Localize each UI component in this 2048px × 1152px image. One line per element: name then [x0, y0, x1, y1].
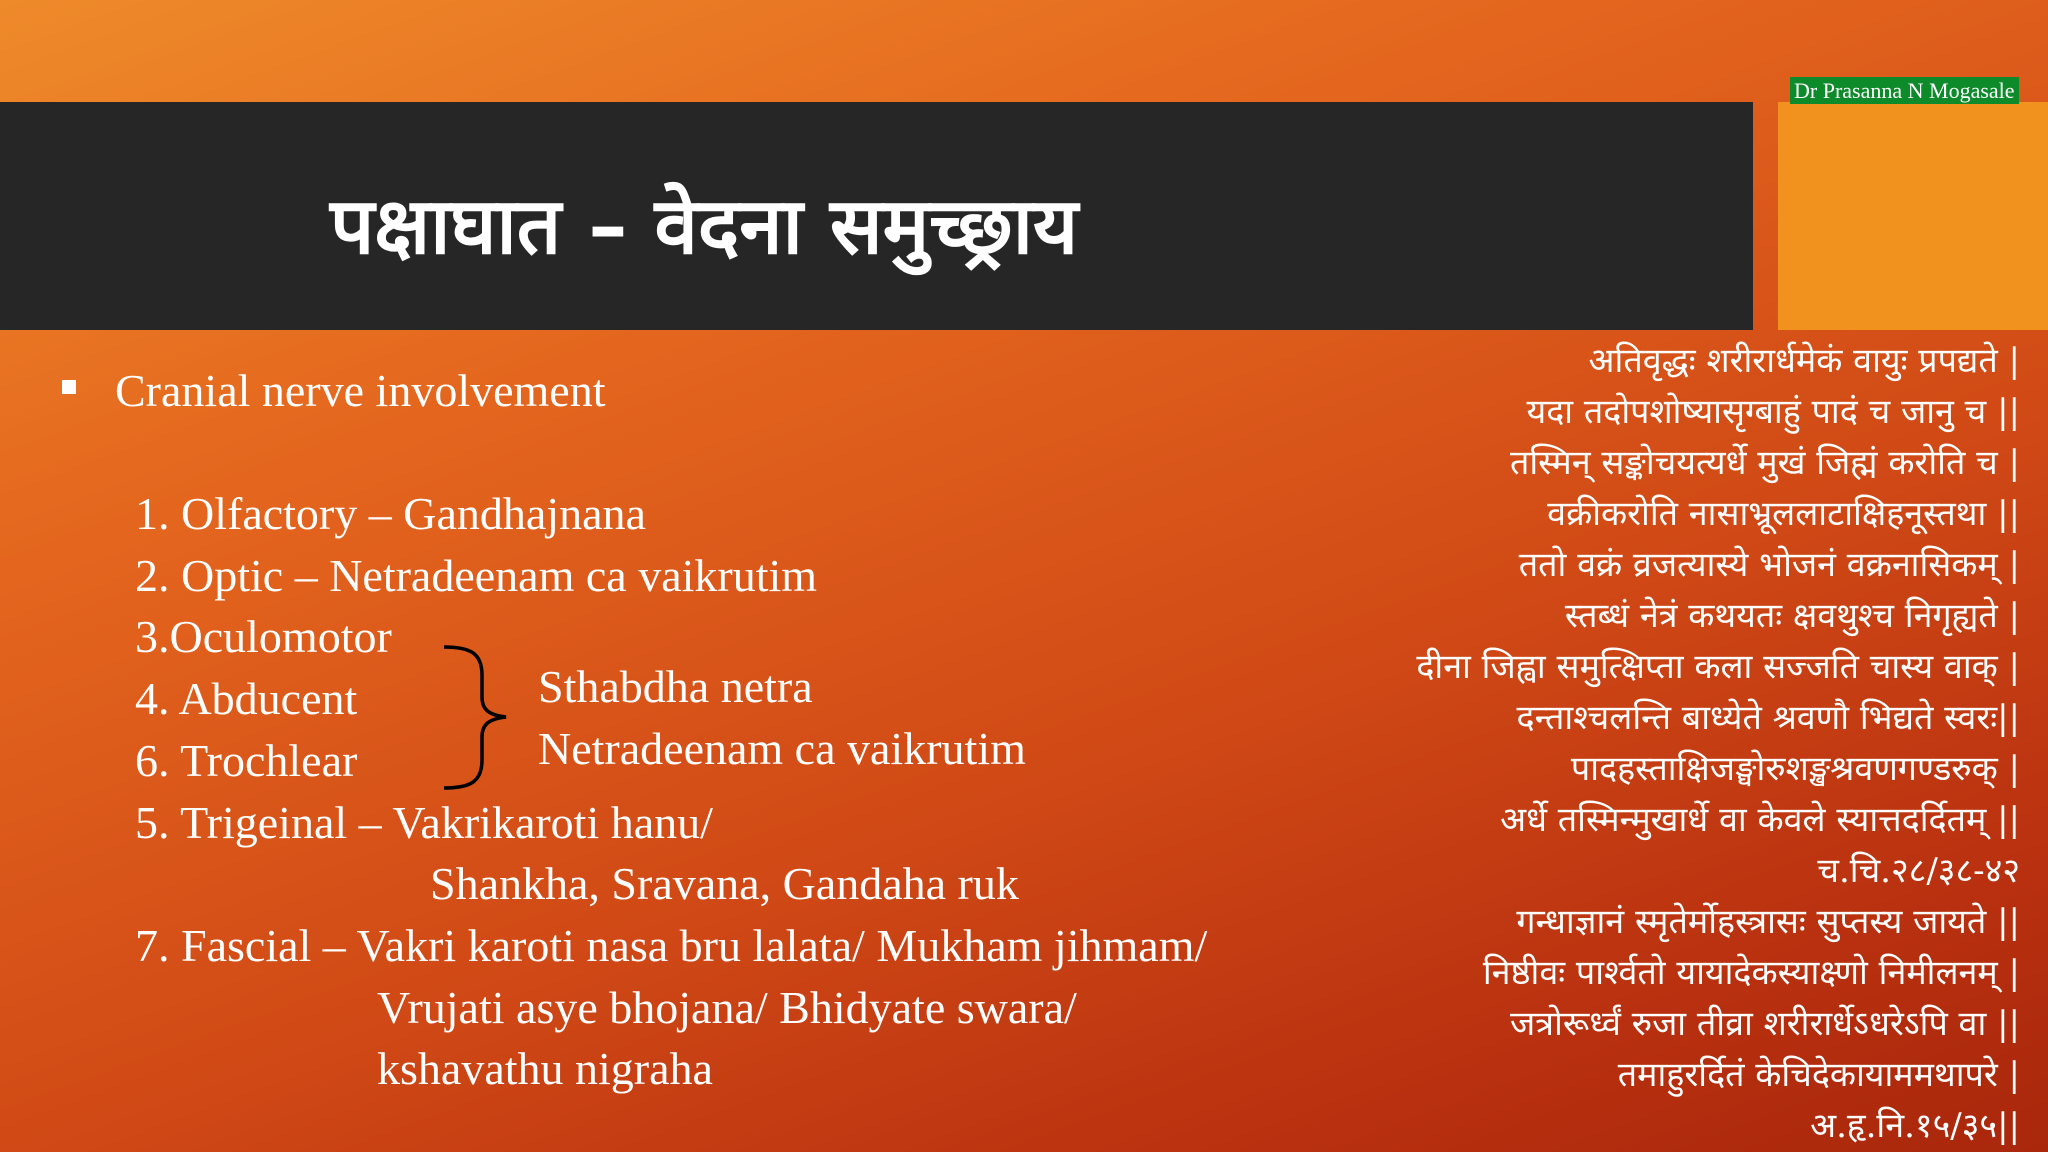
verse-line: ततो वक्रं व्रजत्यास्ये भोजनं वक्रनासिकम् | [1518, 545, 2020, 585]
verse-line: अर्धे तस्मिन्मुखार्धे वा केवले स्यात्तदर्दितम् || [1500, 800, 2020, 840]
verse-line: जत्रोरूर्ध्वं रुजा तीव्रा शरीरार्धेऽधरेऽपि वा || [1510, 1004, 2020, 1044]
verse-line: निष्ठीवः पार्श्वतो यायादेकस्याक्ष्णो निमीलनम् | [1482, 953, 2020, 993]
brace-label-netradeenam: Netradeenam ca vaikrutim [538, 723, 1026, 774]
verse-line: स्तब्धं नेत्रं कथयतः क्षवथुश्च निगृह्यते | [1564, 596, 2020, 636]
nerve-abducent: 4. Abducent [135, 673, 358, 724]
verse-reference: च.चि.२८/३८-४२ [1817, 851, 2020, 891]
nerve-trigeminal: 5. Trigeinal – Vakrikaroti hanu/ [135, 797, 713, 848]
bullet-square-icon [62, 380, 76, 394]
bullet-heading: Cranial nerve involvement [115, 365, 606, 416]
nerve-trigeminal-cont: Shankha, Sravana, Gandaha ruk [430, 858, 1019, 909]
nerve-facial-cont2: kshavathu nigraha [377, 1043, 713, 1094]
verse-line: तस्मिन् सङ्कोचयत्यर्धे मुखं जिह्मं करोति च | [1509, 443, 2020, 483]
verse-line: वक्रीकरोति नासाभ्रूललाटाक्षिहनूस्तथा || [1547, 494, 2020, 534]
verse-line: दन्ताश्चलन्ति बाध्येते श्रवणौ भिद्यते स्वरः|| [1516, 698, 2020, 738]
slide-title: पक्षाघात – वेदना समुच्छ्राय [330, 182, 1079, 272]
nerve-optic: 2. Optic – Netradeenam ca vaikrutim [135, 550, 818, 601]
curly-brace-icon [440, 645, 520, 790]
sanskrit-verses [1416, 336, 2020, 1152]
verse-line: यदा तदोपशोष्यासृग्बाहुं पादं च जानु च || [1526, 392, 2020, 432]
verse-reference: अ.हृ.नि.१५/३५|| [1810, 1106, 2020, 1146]
verse-line: दीना जिह्वा समुत्क्षिप्ता कला सज्जति चास्य वाक् | [1416, 647, 2020, 687]
brace-label-sthabdha: Sthabdha netra [538, 661, 813, 712]
verse-line: तमाहुरर्दितं केचिदेकायाममथापरे | [1617, 1055, 2020, 1095]
nerve-oculomotor: 3.Oculomotor [135, 611, 392, 662]
author-badge: Dr Prasanna N Mogasale [1790, 77, 2019, 104]
nerve-trochlear: 6. Trochlear [135, 735, 358, 786]
verse-line: गन्धाज्ञानं स्मृतेर्मोहस्त्रासः सुप्तस्य जायते || [1516, 902, 2020, 942]
accent-square [1778, 102, 2048, 330]
nerve-facial: 7. Fascial – Vakri karoti nasa bru lalata/ Mukham jihmam/ [135, 920, 1208, 971]
verse-line: अतिवृद्धः शरीरार्धमेकं वायुः प्रपद्यते | [1588, 341, 2020, 381]
nerve-olfactory: 1. Olfactory – Gandhajnana [135, 488, 646, 539]
verse-line: पादहस्ताक्षिजङ्घोरुशङ्खश्रवणगण्डरुक् | [1570, 749, 2020, 789]
nerve-facial-cont1: Vrujati asye bhojana/ Bhidyate swara/ [377, 982, 1077, 1033]
